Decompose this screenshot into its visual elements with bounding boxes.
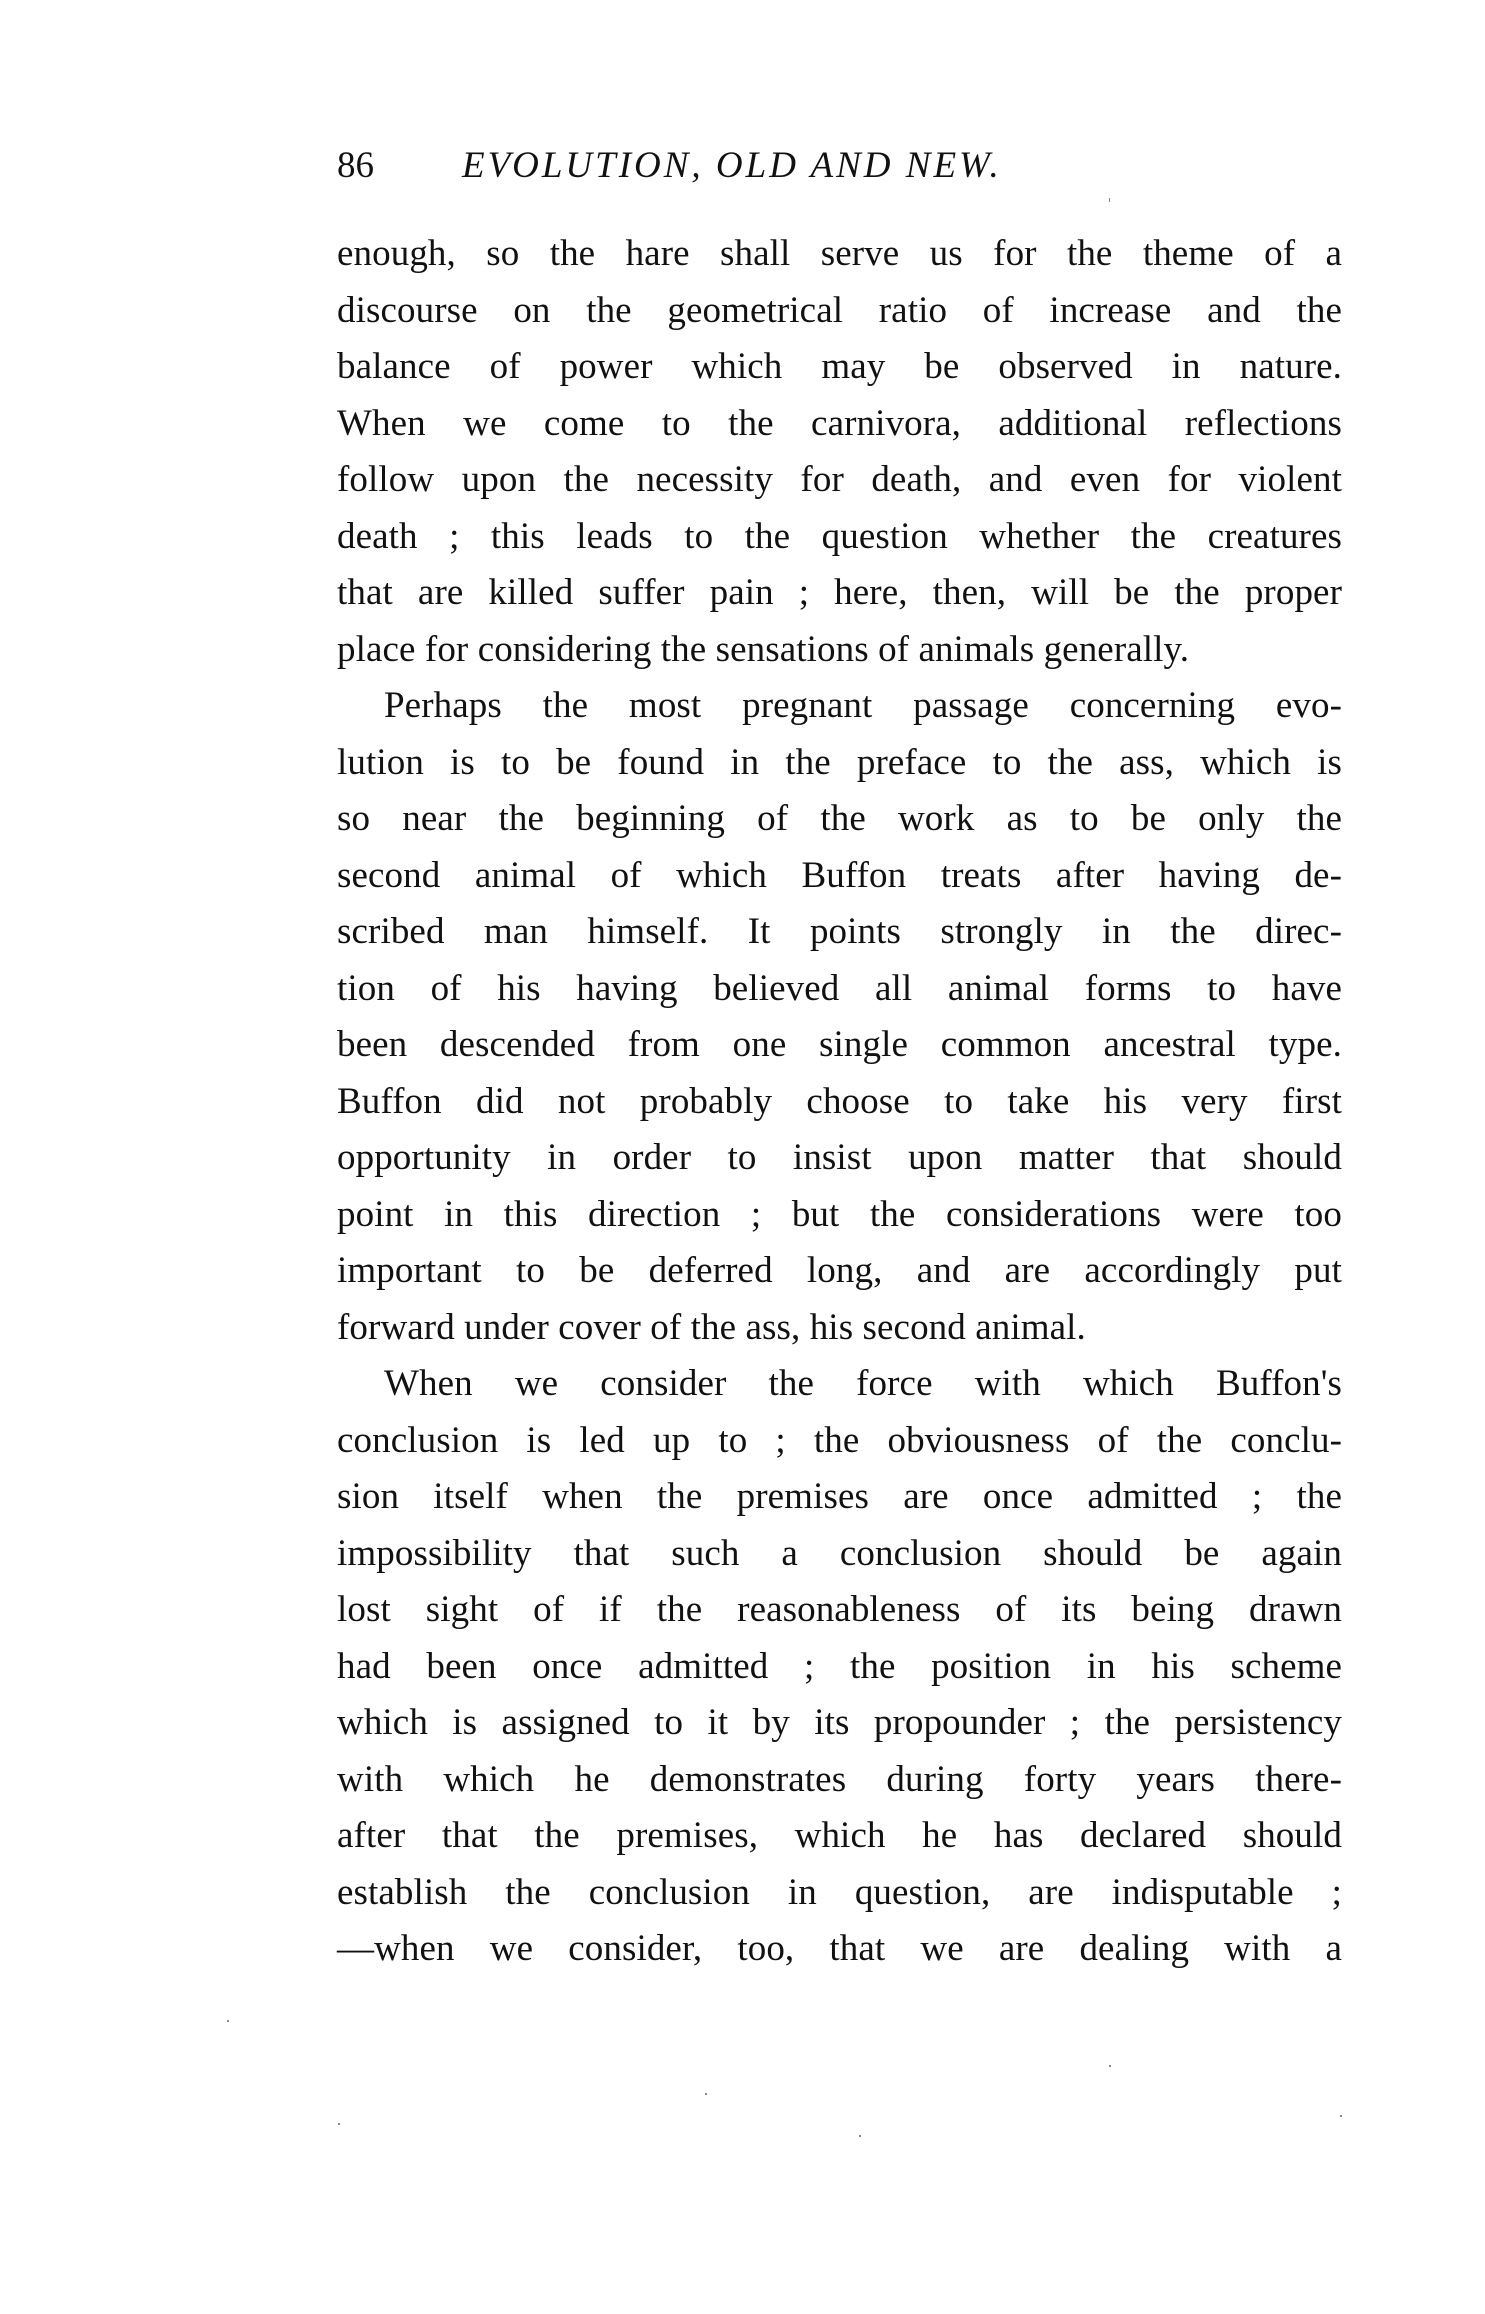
text-line: that are killed suffer pain ; here, then, will be the proper: [337, 572, 1342, 613]
scan-speck: [1340, 2115, 1342, 2117]
text-line: conclusion is led up to ; the obviousness of the conclu-: [337, 1419, 1342, 1461]
text-line: tion of his having believed all animal forms to have: [337, 967, 1342, 1009]
text-line: sion itself when the premises are once admitted ; the: [337, 1476, 1342, 1517]
scan-speck: [859, 2135, 861, 2137]
paragraph-3: [337, 1356, 1342, 1978]
text-line: When we consider the force with which Buffon's: [384, 1363, 1342, 1404]
text-line: lution is to be found in the preface to the ass, which is: [337, 741, 1342, 783]
book-page: [337, 138, 1342, 1978]
scan-speck: [338, 2123, 340, 2125]
body-text: [337, 226, 1342, 1978]
text-line: second animal of which Buffon treats after having de-: [337, 854, 1342, 896]
text-line: scribed man himself. It points strongly in the direc-: [337, 911, 1342, 952]
text-line: lost sight of if the reasonableness of its being drawn: [337, 1589, 1342, 1630]
scan-speck: [1109, 198, 1110, 202]
text-line: establish the conclusion in question, are indisputable ;: [337, 1871, 1342, 1913]
text-line: so near the beginning of the work as to be only the: [337, 798, 1342, 839]
text-line: forward under cover of the ass, his second animal.: [337, 1306, 1086, 1348]
text-line: balance of power which may be observed in nature.: [337, 346, 1342, 387]
scan-speck: [227, 2020, 229, 2022]
running-title: EVOLUTION, OLD AND NEW.: [462, 145, 1002, 186]
text-line: death ; this leads to the question whether the creatures: [337, 515, 1342, 557]
text-line: Perhaps the most pregnant passage concerning evo-: [384, 685, 1342, 726]
text-line: been descended from one single common ancestral type.: [337, 1024, 1342, 1065]
text-line: point in this direction ; but the considerations were too: [337, 1193, 1342, 1235]
text-line: after that the premises, which he has declared should: [337, 1815, 1342, 1856]
text-line: enough, so the hare shall serve us for the theme of a: [337, 233, 1342, 274]
text-line: with which he demonstrates during forty years there-: [337, 1758, 1342, 1800]
text-line: When we come to the carnivora, additional reflections: [337, 402, 1342, 444]
text-line: impossibility that such a conclusion should be again: [337, 1532, 1342, 1574]
text-line: follow upon the necessity for death, and even for violent: [337, 459, 1342, 500]
text-line: which is assigned to it by its propounder ; the persistency: [337, 1702, 1342, 1743]
running-head: [337, 138, 1342, 194]
scan-speck: [1109, 2065, 1111, 2067]
text-line: had been once admitted ; the position in his scheme: [337, 1645, 1342, 1687]
text-line: discourse on the geometrical ratio of increase and the: [337, 289, 1342, 331]
text-line: place for considering the sensations of animals generally.: [337, 628, 1190, 670]
page-number: 86: [337, 145, 374, 186]
text-line: —when we consider, too, that we are dealing with a: [337, 1928, 1342, 1969]
paragraph-1: [337, 226, 1342, 678]
paragraph-2: [337, 678, 1342, 1356]
text-line: important to be deferred long, and are accordingly put: [337, 1250, 1342, 1291]
text-line: Buffon did not probably choose to take his very first: [337, 1080, 1342, 1122]
scan-speck: [705, 2093, 707, 2095]
text-line: opportunity in order to insist upon matter that should: [337, 1137, 1342, 1178]
